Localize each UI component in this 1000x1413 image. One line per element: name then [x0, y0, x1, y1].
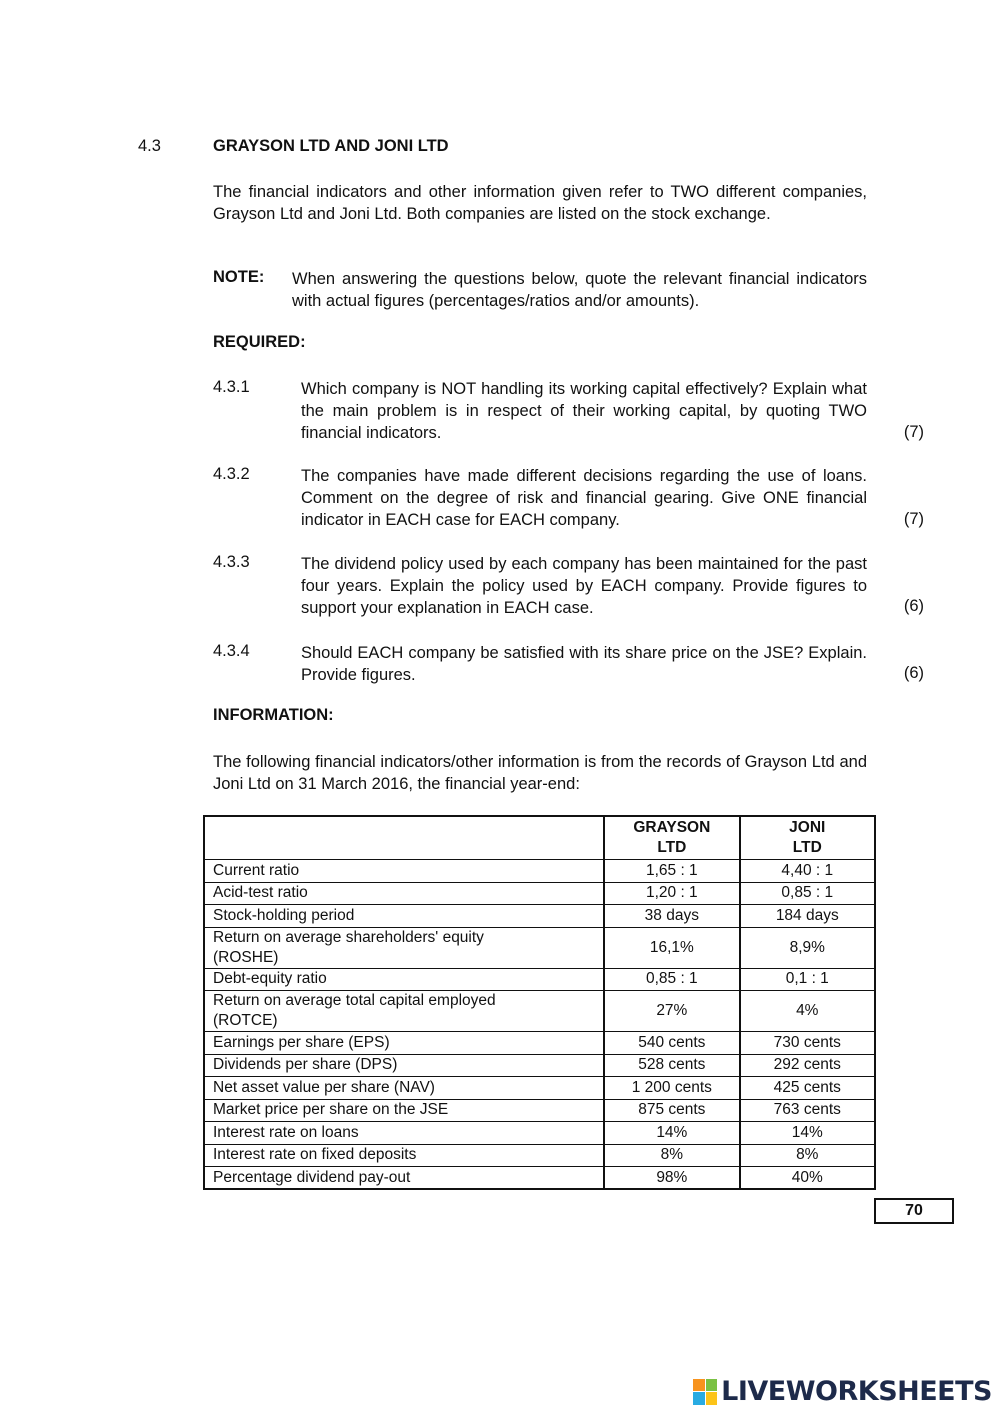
liveworksheets-brand[interactable] [693, 1376, 992, 1407]
question-text-4-3-2: The companies have made different decisions regarding the use of loans. Comment on the degree of risk and financial gearing. Give ONE financial indicator in EACH case for EACH company. [301, 467, 867, 529]
question-number-4-3-4: 4.3.4 [213, 642, 250, 660]
grayson-value: 875 cents [604, 1099, 739, 1122]
table-header-grayson [604, 816, 739, 860]
row-label [204, 927, 604, 968]
grayson-value: 1 200 cents [604, 1077, 739, 1100]
total-marks-box: 70 [874, 1198, 954, 1224]
grayson-value: 16,1% [604, 927, 739, 968]
grayson-header-line1: GRAYSON [633, 819, 711, 836]
table-row [204, 882, 875, 905]
table-row [204, 1099, 875, 1122]
joni-value: 14% [740, 1122, 875, 1145]
table-header-joni [740, 816, 875, 860]
question-marks-4-3-3: (6) [903, 597, 924, 615]
intro-paragraph: The financial indicators and other information given refer to TWO different companies, Grayson Ltd and Joni Ltd. Both companies are listed on the stock exchange. [213, 183, 867, 223]
information-paragraph: The following financial indicators/other information is from the records of Grayson Ltd and Joni Ltd on 31 March 2016, the financial year-end: [213, 753, 867, 793]
question-number-4-3-1: 4.3.1 [213, 378, 250, 396]
table-header-row [204, 816, 875, 860]
joni-value: 0,1 : 1 [740, 968, 875, 991]
row-label: Acid-test ratio [204, 882, 604, 905]
grayson-value: 1,65 : 1 [604, 860, 739, 883]
joni-value: 184 days [740, 905, 875, 928]
table-row [204, 1077, 875, 1100]
financial-indicators-table [203, 815, 876, 1190]
question-text-4-3-3: The dividend policy used by each company has been maintained for the past four years. Explain the policy used by EACH company. Provide figures to support your explanation in EACH case. [301, 555, 867, 617]
joni-value: 730 cents [740, 1032, 875, 1055]
grayson-value: 8% [604, 1144, 739, 1167]
table-row [204, 1054, 875, 1077]
table-row [204, 905, 875, 928]
grayson-value: 528 cents [604, 1054, 739, 1077]
joni-value: 0,85 : 1 [740, 882, 875, 905]
joni-value: 4% [740, 991, 875, 1032]
row-label: Net asset value per share (NAV) [204, 1077, 604, 1100]
question-marks-4-3-1: (7) [903, 423, 924, 441]
table-row [204, 1167, 875, 1190]
joni-header-line1: JONI [789, 819, 826, 836]
table-row [204, 1032, 875, 1055]
row-label-line1: Return on average total capital employed [213, 992, 496, 1009]
joni-value: 40% [740, 1167, 875, 1190]
row-label: Market price per share on the JSE [204, 1099, 604, 1122]
row-label: Interest rate on loans [204, 1122, 604, 1145]
joni-value: 763 cents [740, 1099, 875, 1122]
row-label: Interest rate on fixed deposits [204, 1144, 604, 1167]
table-row [204, 991, 875, 1032]
question-number-4-3-2: 4.3.2 [213, 465, 250, 483]
table-row [204, 927, 875, 968]
note-label: NOTE: [213, 268, 265, 286]
grayson-value: 27% [604, 991, 739, 1032]
row-label: Earnings per share (EPS) [204, 1032, 604, 1055]
grayson-value: 0,85 : 1 [604, 968, 739, 991]
grayson-value: 98% [604, 1167, 739, 1190]
row-label-line2: (ROSHE) [213, 948, 279, 966]
section-number: 4.3 [138, 137, 161, 155]
grayson-value: 1,20 : 1 [604, 882, 739, 905]
joni-value: 292 cents [740, 1054, 875, 1077]
row-label-line1: Return on average shareholders' equity [213, 928, 484, 946]
brand-name: LIVEWORKSHEETS [721, 1376, 992, 1407]
section-title: GRAYSON LTD AND JONI LTD [213, 137, 449, 155]
joni-value: 4,40 : 1 [740, 860, 875, 883]
grayson-header-line2: LTD [657, 839, 687, 856]
joni-header-line2: LTD [792, 839, 822, 856]
joni-value: 8% [740, 1144, 875, 1167]
table-row [204, 860, 875, 883]
note-text: When answering the questions below, quote the relevant financial indicators with actual figures (percentages/ratios and/or amounts). [292, 270, 867, 310]
table-row [204, 1144, 875, 1167]
table-header-blank [204, 816, 604, 860]
joni-value: 425 cents [740, 1077, 875, 1100]
grayson-value: 38 days [604, 905, 739, 928]
row-label: Percentage dividend pay-out [204, 1167, 604, 1190]
required-heading: REQUIRED: [213, 333, 306, 351]
question-marks-4-3-4: (6) [903, 664, 924, 682]
question-text-4-3-1: Which company is NOT handling its working capital effectively? Explain what the main problem is in respect of their working capital, by quoting TWO financial indicators. [301, 380, 867, 442]
table-row [204, 1122, 875, 1145]
grayson-value: 14% [604, 1122, 739, 1145]
question-number-4-3-3: 4.3.3 [213, 553, 250, 571]
row-label-line2: (ROTCE) [213, 1012, 278, 1029]
question-text-4-3-4: Should EACH company be satisfied with its share price on the JSE? Explain. Provide figures. [301, 644, 867, 684]
grayson-value: 540 cents [604, 1032, 739, 1055]
question-marks-4-3-2: (7) [903, 510, 924, 528]
joni-value: 8,9% [740, 927, 875, 968]
row-label: Stock-holding period [204, 905, 604, 928]
row-label: Dividends per share (DPS) [204, 1054, 604, 1077]
row-label: Debt-equity ratio [204, 968, 604, 991]
table-row [204, 968, 875, 991]
information-heading: INFORMATION: [213, 706, 334, 724]
liveworksheets-logo-icon [693, 1379, 717, 1405]
row-label: Current ratio [204, 860, 604, 883]
row-label [204, 991, 604, 1032]
